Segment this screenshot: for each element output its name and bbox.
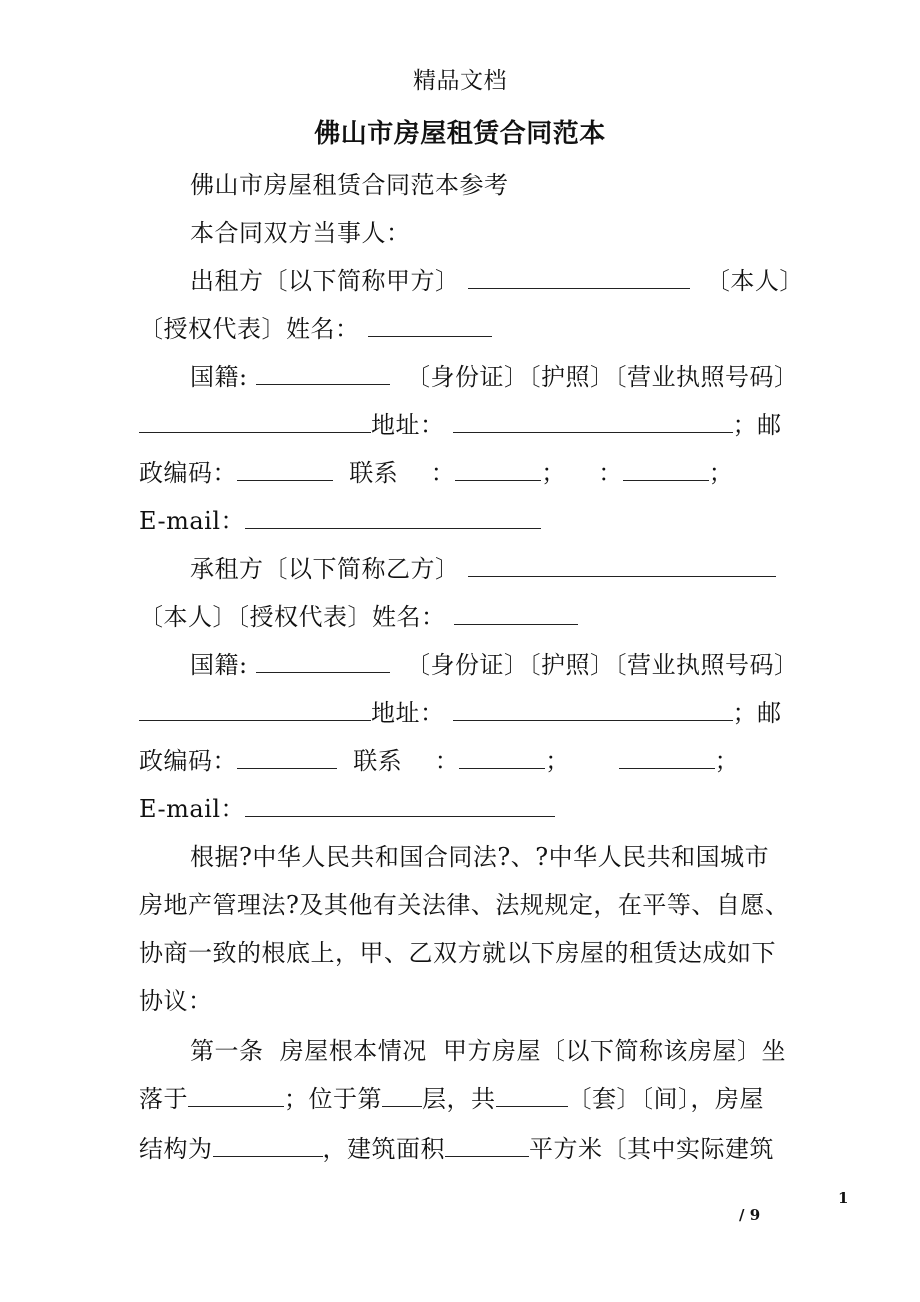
lessor-phone-blank[interactable] (455, 458, 541, 481)
lessor-id-blank[interactable] (139, 410, 371, 433)
parties-heading: 本合同双方当事人： (190, 219, 411, 247)
units-blank[interactable] (496, 1084, 568, 1107)
lessee-postcode-blank[interactable] (237, 746, 337, 769)
preamble-line-4: 协议： (139, 987, 213, 1015)
lessor-name-blank[interactable] (368, 314, 492, 337)
lessor-address-blank[interactable] (453, 410, 733, 433)
article-1-line-3: 结构为 ，建筑面积 平方米〔其中实际建筑 (139, 1135, 774, 1163)
lessor-line-4: 地址： ；邮 (139, 410, 782, 440)
lessee-blank[interactable] (468, 554, 776, 577)
lessee-fax-blank[interactable] (619, 746, 715, 769)
lessee-line-5: 政编码： 联系 ： ； ； (139, 747, 740, 775)
preamble-line-3: 协商一致的根底上，甲、乙双方就以下房屋的租赁达成如下 (139, 939, 776, 967)
lessee-name-blank[interactable] (454, 602, 578, 625)
lessor-line-5: 政编码： 联系 ： ； ： ； (139, 459, 734, 487)
preamble-line-2: 房地产管理法?及其他有关法律、法规规定，在平等、自愿、 (139, 891, 790, 919)
lessee-email-blank[interactable] (245, 794, 555, 817)
preamble-line-1: 根据?中华人民共和国合同法?、?中华人民共和国城市 (190, 843, 770, 871)
lessee-line-1: 承租方〔以下简称乙方〕 (190, 554, 776, 584)
lessee-line-3: 国籍: 〔身份证〕〔护照〕〔营业执照号码〕 (190, 651, 799, 679)
lessor-nationality-blank[interactable] (256, 362, 390, 385)
structure-blank[interactable] (213, 1134, 323, 1157)
lessee-nationality-blank[interactable] (256, 650, 390, 673)
floor-blank[interactable] (382, 1084, 422, 1107)
page-header: 精品文档 (413, 68, 507, 94)
article-1-line-1: 第一条 房屋根本情况 甲方房屋〔以下简称该房屋〕坐 (190, 1037, 787, 1065)
page-total: / 9 (739, 1206, 761, 1224)
lessor-line-6: E-mail： (139, 506, 541, 536)
lessee-address-blank[interactable] (453, 698, 733, 721)
lessee-phone-blank[interactable] (459, 746, 545, 769)
page-number: 1 (838, 1189, 849, 1207)
lessor-email-blank[interactable] (245, 506, 541, 529)
area-blank[interactable] (445, 1134, 529, 1157)
document-title: 佛山市房屋租赁合同范本 (314, 119, 606, 149)
location-blank[interactable] (188, 1084, 284, 1107)
lessee-line-2: 〔本人〕〔授权代表〕姓名： (139, 602, 578, 632)
lessee-line-4: 地址： ；邮 (139, 698, 782, 728)
subtitle-line: 佛山市房屋租赁合同范本参考 (190, 171, 509, 199)
lessor-postcode-blank[interactable] (237, 458, 333, 481)
lessor-line-1: 出租方〔以下简称甲方〕 〔本人〕 (190, 267, 804, 295)
lessor-line-2: 〔授权代表〕姓名： (139, 314, 492, 344)
lessor-blank[interactable] (468, 266, 690, 289)
lessor-line-3: 国籍: 〔身份证〕〔护照〕〔营业执照号码〕 (190, 363, 799, 391)
article-1-line-2: 落于 ；位于第 层，共 〔套〕〔间〕，房屋 (139, 1085, 764, 1113)
lessee-line-6: E-mail： (139, 794, 555, 824)
lessor-fax-blank[interactable] (623, 458, 709, 481)
lessee-id-blank[interactable] (139, 698, 371, 721)
